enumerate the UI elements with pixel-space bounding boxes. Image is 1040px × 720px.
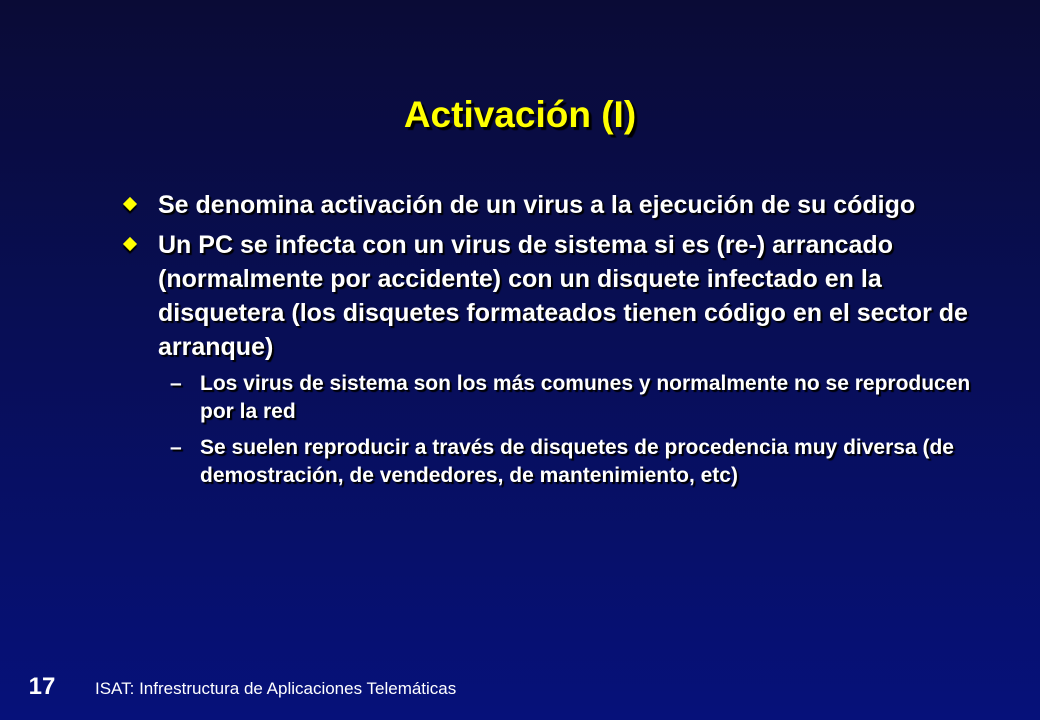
bullet-list: [120, 188, 980, 498]
dash-bullet-icon: –: [170, 436, 182, 459]
page-number: 17: [28, 673, 56, 700]
sub-bullet-text: Se suelen reproducir a través de disquetes de procedencia muy diversa (de demostración, de vendedores, de mantenimiento, etc): [200, 436, 954, 487]
slide-title: Activación (I): [403, 94, 637, 135]
sub-bullet-item: [170, 370, 980, 426]
footer-text: ISAT: Infrestructura de Aplicaciones Telemáticas: [95, 679, 457, 698]
sub-bullet-item: [170, 434, 980, 490]
bullet-item: [120, 188, 980, 222]
diamond-bullet-icon: [123, 197, 137, 211]
bullet-item: [120, 228, 980, 364]
diamond-bullet-icon: [123, 237, 137, 251]
bullet-text: Se denomina activación de un virus a la ejecución de su código: [158, 191, 916, 219]
dash-bullet-icon: –: [170, 372, 182, 395]
bullet-text: Un PC se infecta con un virus de sistema si es (re-) arrancado (normalmente por accidente) con un disquete infectado en la disquetera (los disquetes formateados tienen código en el sector de arranque): [158, 231, 968, 361]
sub-bullet-text: Los virus de sistema son los más comunes y normalmente no se reproducen por la red: [200, 372, 971, 423]
